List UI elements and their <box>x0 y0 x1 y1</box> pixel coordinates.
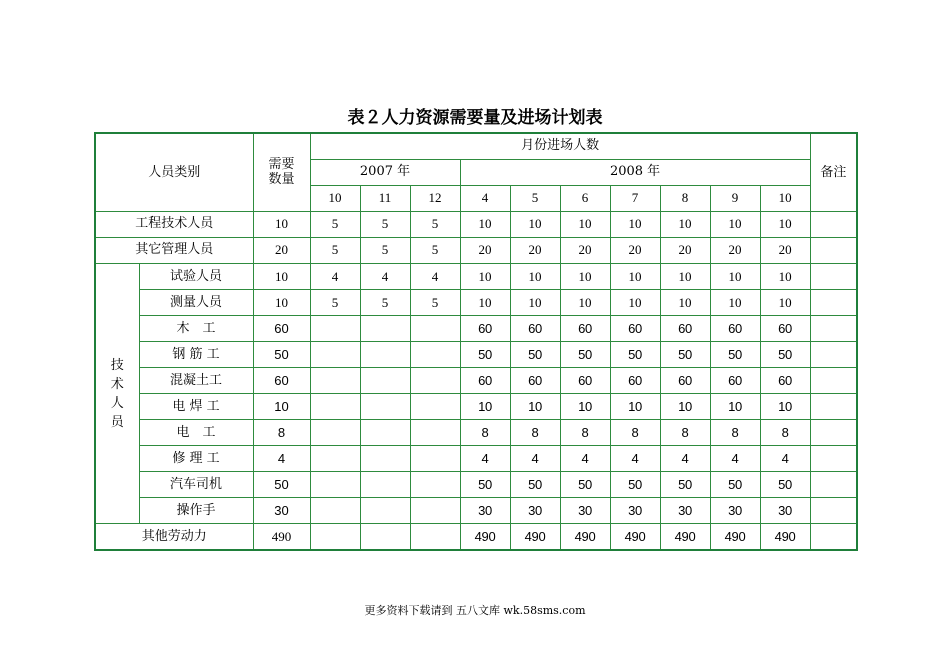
table-cell-value <box>360 420 410 446</box>
table-cell-value: 10 <box>560 289 610 315</box>
table-row <box>95 446 857 472</box>
table-cell-value: 50 <box>560 342 610 368</box>
table-cell-value: 5 <box>310 211 360 237</box>
table-row <box>95 237 857 263</box>
table-cell-value: 50 <box>760 472 810 498</box>
table-cell-value: 4 <box>660 446 710 472</box>
header-required: 需要 数量 <box>253 133 310 211</box>
table-cell-value: 10 <box>660 263 710 289</box>
row-label: 汽车司机 <box>139 472 253 498</box>
table-cell-value: 4 <box>460 446 510 472</box>
table-cell-value: 10 <box>560 263 610 289</box>
table-cell-value: 20 <box>560 237 610 263</box>
table-cell-value: 50 <box>710 472 760 498</box>
row-label: 电 焊 工 <box>139 394 253 420</box>
table-cell-value: 20 <box>710 237 760 263</box>
header-month: 7 <box>610 185 660 211</box>
header-year-2008: 2008 年 <box>460 159 810 185</box>
table-cell-value <box>410 472 460 498</box>
table-cell-value: 10 <box>610 211 660 237</box>
table-cell-value: 50 <box>660 342 710 368</box>
table-cell-value: 10 <box>660 394 710 420</box>
table-cell-value <box>310 446 360 472</box>
table-cell-value <box>410 315 460 341</box>
table-cell-value <box>360 498 410 524</box>
footer-note: 更多资料下载请到 五八文库 wk.58sms.com <box>364 604 586 617</box>
table-cell-value: 10 <box>710 394 760 420</box>
table-cell-remarks <box>810 315 857 341</box>
table-cell-value: 30 <box>460 498 510 524</box>
table-row <box>95 420 857 446</box>
table-cell-value: 4 <box>360 263 410 289</box>
table-cell-remarks <box>810 524 857 550</box>
table-cell-value <box>360 394 410 420</box>
table-cell-remarks <box>810 289 857 315</box>
table-cell-value: 8 <box>610 420 660 446</box>
table-cell-value <box>310 524 360 550</box>
table-cell-value: 490 <box>710 524 760 550</box>
table-cell-value: 8 <box>510 420 560 446</box>
table-row <box>95 368 857 394</box>
table-cell-value: 10 <box>760 289 810 315</box>
table-cell-value: 10 <box>460 211 510 237</box>
table-cell-value <box>310 498 360 524</box>
table-cell-value: 10 <box>460 289 510 315</box>
table-cell-value: 10 <box>710 211 760 237</box>
table-cell-value: 60 <box>760 368 810 394</box>
table-cell-value: 50 <box>460 342 510 368</box>
table-cell-value: 20 <box>460 237 510 263</box>
row-required: 60 <box>253 368 310 394</box>
table-cell-value: 60 <box>460 315 510 341</box>
table-cell-value: 50 <box>460 472 510 498</box>
table-cell-value: 4 <box>710 446 760 472</box>
table-cell-value <box>310 472 360 498</box>
header-month: 6 <box>560 185 610 211</box>
table-cell-value: 5 <box>410 211 460 237</box>
tech-group-label-text: 技术人员 <box>110 357 124 430</box>
row-label: 钢 筋 工 <box>139 342 253 368</box>
table-cell-value <box>410 498 460 524</box>
table-cell-value <box>410 394 460 420</box>
table-cell-value: 10 <box>660 289 710 315</box>
table-cell-value: 8 <box>760 420 810 446</box>
table-row <box>95 498 857 524</box>
table-cell-remarks <box>810 472 857 498</box>
table-cell-value: 10 <box>760 263 810 289</box>
table-cell-value: 4 <box>560 446 610 472</box>
table-cell-remarks <box>810 263 857 289</box>
table-cell-value: 30 <box>560 498 610 524</box>
table-cell-value <box>310 342 360 368</box>
table-cell-value: 60 <box>510 315 560 341</box>
row-required: 20 <box>253 237 310 263</box>
table-cell-value: 4 <box>410 263 460 289</box>
header-month: 5 <box>510 185 560 211</box>
table-cell-value: 20 <box>660 237 710 263</box>
staffing-plan-table <box>94 132 858 551</box>
table-cell-value: 5 <box>310 289 360 315</box>
row-label: 其它管理人员 <box>95 237 253 263</box>
table-cell-value: 490 <box>460 524 510 550</box>
table-cell-value <box>360 342 410 368</box>
table-cell-value: 60 <box>710 315 760 341</box>
row-label: 混凝土工 <box>139 368 253 394</box>
header-remarks: 备注 <box>810 133 857 211</box>
table-cell-value: 10 <box>510 394 560 420</box>
table-cell-value <box>410 524 460 550</box>
row-required: 10 <box>253 394 310 420</box>
table-row <box>95 289 857 315</box>
row-label: 操作手 <box>139 498 253 524</box>
table-cell-remarks <box>810 394 857 420</box>
row-required: 60 <box>253 315 310 341</box>
table-cell-remarks <box>810 446 857 472</box>
table-cell-remarks <box>810 211 857 237</box>
table-cell-value: 5 <box>360 211 410 237</box>
table-cell-value: 10 <box>710 263 760 289</box>
table-cell-value: 60 <box>610 368 660 394</box>
table-cell-value: 10 <box>610 289 660 315</box>
table-cell-value: 10 <box>560 394 610 420</box>
table-cell-remarks <box>810 368 857 394</box>
header-month: 10 <box>760 185 810 211</box>
table-cell-value: 60 <box>560 368 610 394</box>
table-cell-value: 50 <box>560 472 610 498</box>
table-cell-value <box>310 394 360 420</box>
table-cell-value <box>360 524 410 550</box>
table-cell-value: 5 <box>410 237 460 263</box>
header-year-2007: 2007 年 <box>310 159 460 185</box>
row-required: 50 <box>253 342 310 368</box>
table-cell-value <box>360 472 410 498</box>
row-label: 测量人员 <box>139 289 253 315</box>
table-cell-value: 490 <box>660 524 710 550</box>
table-cell-value <box>310 315 360 341</box>
table-cell-value <box>410 342 460 368</box>
table-cell-value: 10 <box>510 211 560 237</box>
table-row <box>95 211 857 237</box>
table-row <box>95 315 857 341</box>
table-cell-value: 60 <box>710 368 760 394</box>
table-cell-value: 30 <box>710 498 760 524</box>
table-cell-remarks <box>810 420 857 446</box>
table-cell-value: 8 <box>660 420 710 446</box>
table-cell-value: 50 <box>710 342 760 368</box>
table-cell-value: 60 <box>510 368 560 394</box>
table-cell-value: 60 <box>560 315 610 341</box>
row-required: 490 <box>253 524 310 550</box>
table-cell-value: 30 <box>610 498 660 524</box>
header-month: 12 <box>410 185 460 211</box>
row-required: 30 <box>253 498 310 524</box>
row-required: 4 <box>253 446 310 472</box>
table-cell-value: 50 <box>610 472 660 498</box>
table-cell-value: 30 <box>760 498 810 524</box>
table-cell-value: 60 <box>760 315 810 341</box>
table-row <box>95 394 857 420</box>
table-cell-value: 8 <box>560 420 610 446</box>
table-cell-value: 8 <box>460 420 510 446</box>
table-cell-value: 490 <box>510 524 560 550</box>
table-cell-value <box>360 446 410 472</box>
table-cell-value: 60 <box>660 368 710 394</box>
table-cell-value: 490 <box>610 524 660 550</box>
row-required: 10 <box>253 263 310 289</box>
table-cell-value: 30 <box>510 498 560 524</box>
table-cell-value: 5 <box>360 289 410 315</box>
table-cell-value: 10 <box>460 394 510 420</box>
row-label: 试验人员 <box>139 263 253 289</box>
row-label: 其他劳动力 <box>95 524 253 550</box>
table-cell-value: 10 <box>610 394 660 420</box>
table-cell-value: 20 <box>760 237 810 263</box>
table-cell-value <box>360 368 410 394</box>
row-label: 修 理 工 <box>139 446 253 472</box>
table-cell-value: 4 <box>760 446 810 472</box>
row-label: 工程技术人员 <box>95 211 253 237</box>
table-cell-value <box>410 420 460 446</box>
table-cell-value <box>410 446 460 472</box>
header-row-1 <box>95 133 857 159</box>
header-month: 9 <box>710 185 760 211</box>
header-month: 10 <box>310 185 360 211</box>
table-cell-value: 5 <box>310 237 360 263</box>
table-cell-value: 10 <box>560 211 610 237</box>
table-cell-value: 5 <box>410 289 460 315</box>
row-required: 50 <box>253 472 310 498</box>
table-row-total <box>95 524 857 550</box>
table-cell-value: 60 <box>460 368 510 394</box>
table-cell-value: 20 <box>610 237 660 263</box>
row-label: 电 工 <box>139 420 253 446</box>
table-cell-value: 490 <box>560 524 610 550</box>
header-month: 8 <box>660 185 710 211</box>
table-cell-value: 8 <box>710 420 760 446</box>
table-cell-value: 10 <box>460 263 510 289</box>
table-cell-value: 50 <box>660 472 710 498</box>
table-row <box>95 472 857 498</box>
table-cell-value: 4 <box>510 446 560 472</box>
table-cell-value: 50 <box>610 342 660 368</box>
table-cell-value <box>310 368 360 394</box>
header-monthly: 月份进场人数 <box>310 133 810 159</box>
row-required: 10 <box>253 289 310 315</box>
row-required: 10 <box>253 211 310 237</box>
table-cell-value: 10 <box>660 211 710 237</box>
table-cell-value: 10 <box>510 263 560 289</box>
table-cell-value: 60 <box>610 315 660 341</box>
page-title: 表２人力资源需要量及进场计划表 <box>347 108 603 128</box>
table-cell-value: 4 <box>310 263 360 289</box>
tech-group-label <box>95 263 139 524</box>
table-cell-value: 4 <box>610 446 660 472</box>
table-cell-remarks <box>810 342 857 368</box>
table-cell-value: 10 <box>760 394 810 420</box>
table-cell-value: 50 <box>760 342 810 368</box>
row-required: 8 <box>253 420 310 446</box>
table-cell-value: 20 <box>510 237 560 263</box>
header-category: 人员类别 <box>95 133 253 211</box>
table-cell-value: 10 <box>710 289 760 315</box>
table-cell-value: 10 <box>760 211 810 237</box>
row-label: 木 工 <box>139 315 253 341</box>
table-row <box>95 342 857 368</box>
table-cell-value: 50 <box>510 342 560 368</box>
table-cell-remarks <box>810 237 857 263</box>
header-month: 11 <box>360 185 410 211</box>
table-cell-value: 5 <box>360 237 410 263</box>
table-cell-value: 490 <box>760 524 810 550</box>
table-cell-value <box>360 315 410 341</box>
table-cell-remarks <box>810 498 857 524</box>
table-cell-value: 10 <box>610 263 660 289</box>
table-cell-value: 10 <box>510 289 560 315</box>
table-cell-value <box>310 420 360 446</box>
table-row <box>95 263 857 289</box>
table-cell-value: 30 <box>660 498 710 524</box>
table-cell-value <box>410 368 460 394</box>
table-cell-value: 60 <box>660 315 710 341</box>
table-cell-value: 50 <box>510 472 560 498</box>
header-month: 4 <box>460 185 510 211</box>
